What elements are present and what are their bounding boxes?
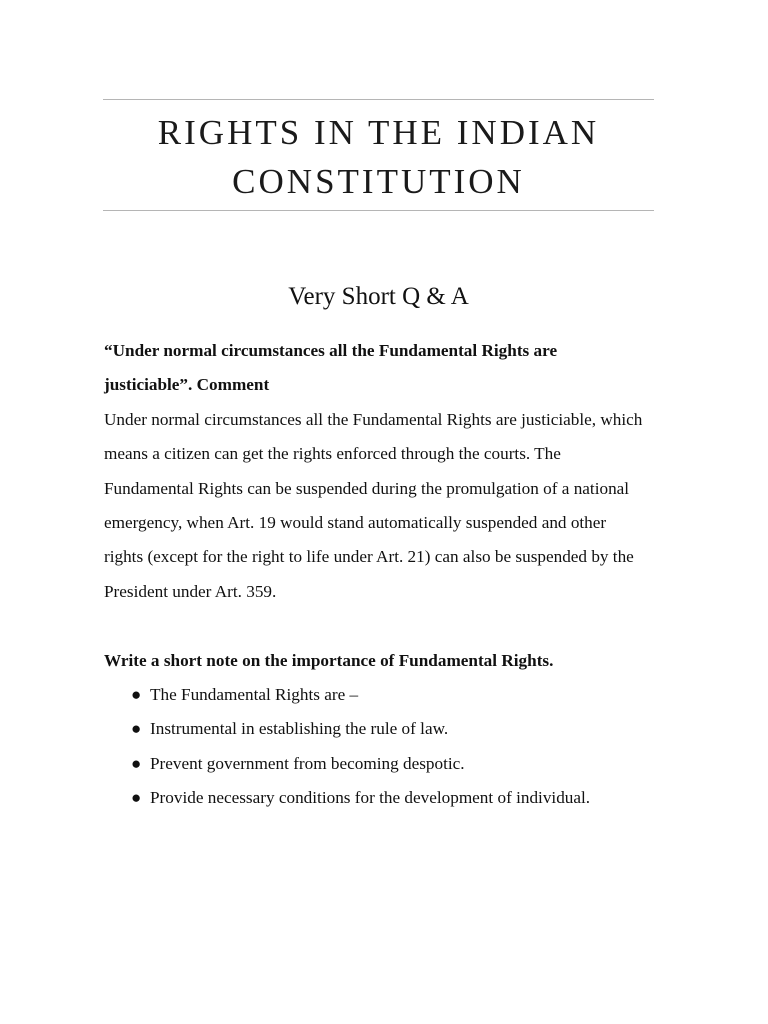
section-heading: Very Short Q & A: [288, 283, 469, 310]
list-item-text: Instrumental in establishing the rule of law.: [150, 719, 449, 739]
bullet-icon: ●: [131, 753, 142, 773]
title-bottom-rule: [103, 210, 654, 211]
bullet-icon: ●: [131, 788, 142, 808]
question-1: “Under normal circumstances all the Fundamental Rights are justiciable”. Comment: [104, 341, 558, 395]
bullet-icon: ●: [131, 685, 142, 705]
list-item: [104, 712, 644, 746]
qa-content: [104, 334, 644, 816]
list-item-text: The Fundamental Rights are –: [150, 685, 359, 705]
bullet-icon: ●: [131, 719, 142, 739]
title-top-rule: [103, 99, 654, 100]
importance-list: [104, 678, 644, 816]
list-item: [104, 678, 644, 712]
list-item: [104, 747, 644, 781]
title-line-2: CONSTITUTION: [232, 162, 525, 201]
list-item-text: Provide necessary conditions for the development of individual.: [150, 788, 591, 808]
list-item-text: Prevent government from becoming despotic.: [150, 753, 465, 773]
question-2: Write a short note on the importance of Fundamental Rights.: [104, 650, 554, 670]
answer-1: Under normal circumstances all the Fundamental Rights are justiciable, which means a citizen can get the rights enforced through the courts. The Fundamental Rights can be suspended during the promulgation of a national emergency, when Art. 19 would stand automatically suspended and other rights (except for the right to life under Art. 21) can also be suspended by the President under Art. 359.: [104, 409, 643, 601]
list-item: [104, 781, 644, 815]
paragraph-spacer: [104, 609, 644, 643]
title-line-1: RIGHTS IN THE INDIAN: [157, 113, 600, 152]
page-title: [103, 108, 654, 206]
